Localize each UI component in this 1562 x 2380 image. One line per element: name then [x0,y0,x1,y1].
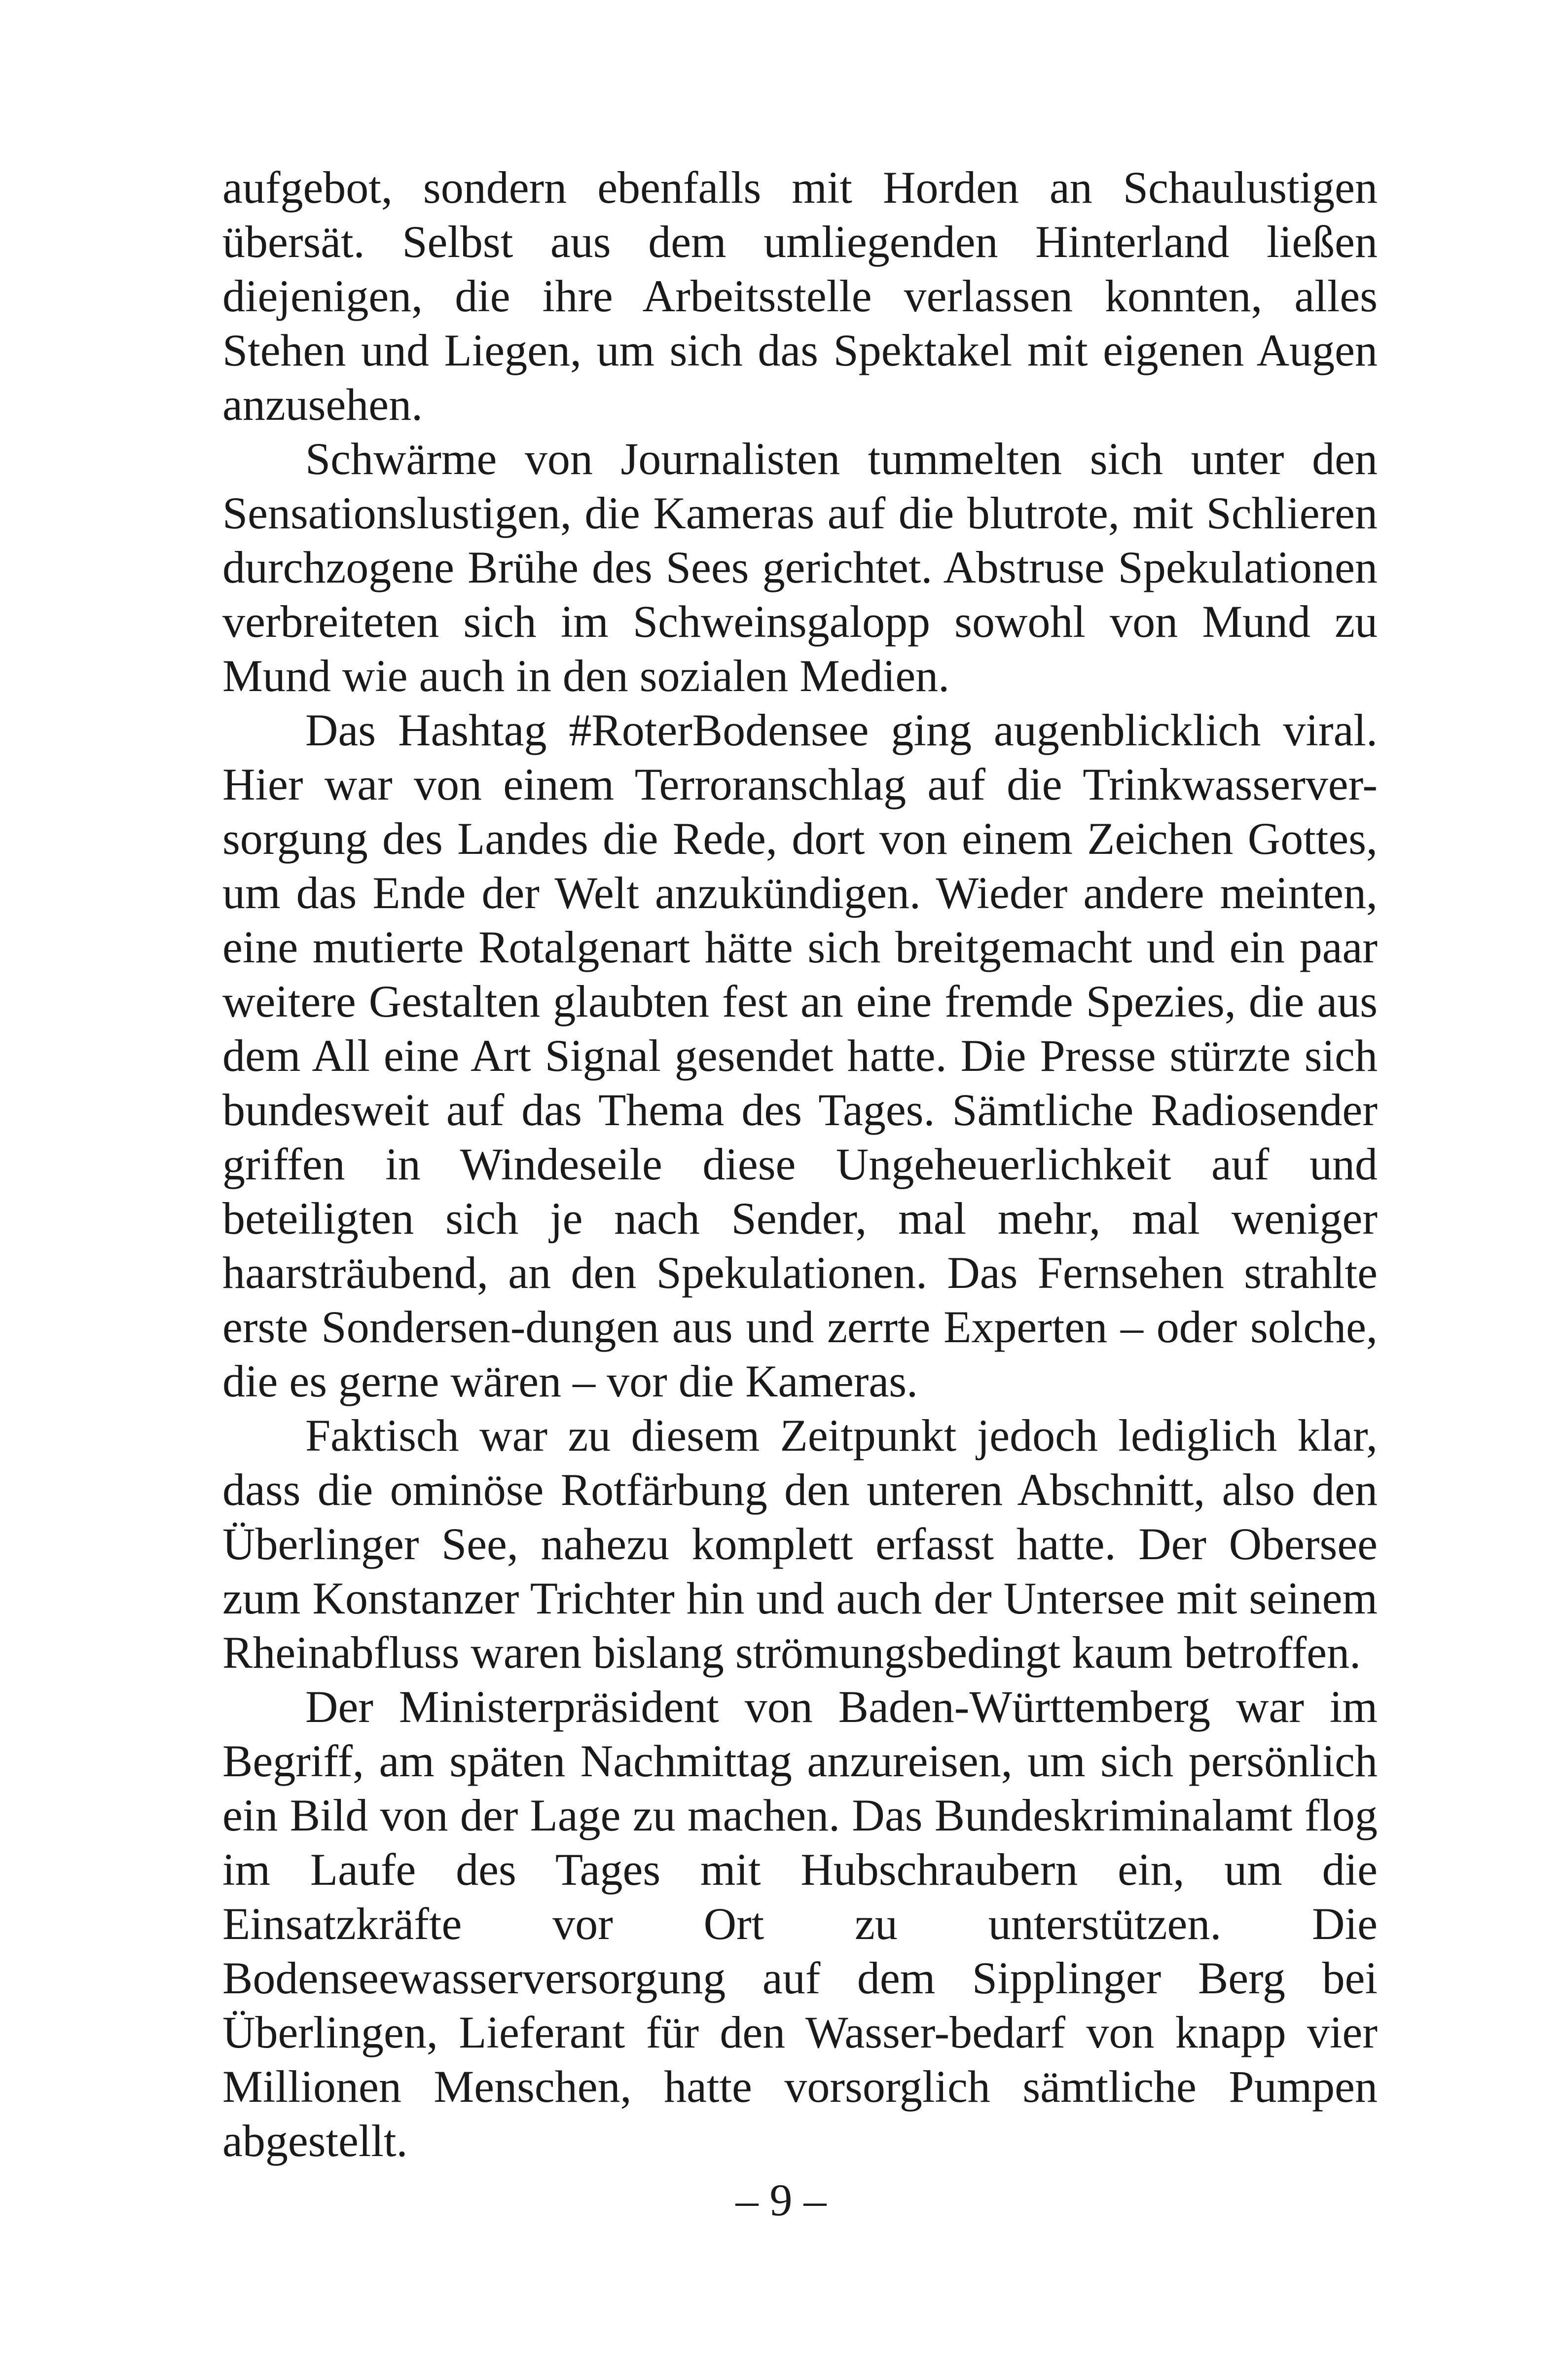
paragraph-2: Schwärme von Journalisten tummelten sich unter den Sensationslustigen, die Kameras auf die blutrote, mit Schlieren durchzogene Brühe des Sees gerichtet. Abstruse Spekulationen verbreiteten sich im Schweinsgalopp sowohl von Mund zu Mund wie auch in den sozialen Medien. [222,434,1378,701]
paragraph-1: aufgebot, sondern ebenfalls mit Horden an Schaulustigen übersät. Selbst aus dem umliegenden Hinterland ließen diejenigen, die ihre Arbeitsstelle verlassen konnten, alles Stehen und Liegen, um sich das Spektakel mit eigenen Augen anzusehen. [222,162,1378,430]
body-text [222,160,1378,2168]
paragraph-4: Faktisch war zu diesem Zeitpunkt jedoch lediglich klar, dass die ominöse Rotfärbung den unteren Abschnitt, also den Überlinger See, nahezu komplett erfasst hatte. Der Obersee zum Konstanzer Trichter hin und auch der Untersee mit seinem Rheinabfluss waren bislang strömungsbedingt kaum betroffen. [222,1410,1378,1678]
page-number: – 9 – [735,2175,827,2225]
paragraph-3: Das Hashtag #RoterBodensee ging augenblicklich viral. Hier war von einem Terroranschlag auf die Trinkwasserver-sorgung des Landes die Rede, dort von einem Zeichen Gottes, um das Ende der Welt anzukündigen. Wieder andere meinten, eine mutierte Rotalgenart hätte sich breitgemacht und ein paar weitere Gestalten glaubten fest an eine fremde Spezies, die aus dem All eine Art Signal gesendet hatte. Die Presse stürzte sich bundesweit auf das Thema des Tages. Sämtliche Radiosender griffen in Windeseile diese Ungeheuerlichkeit auf und beteiligten sich je nach Sender, mal mehr, mal weniger haarsträubend, an den Spekulationen. Das Fernsehen strahlte erste Sondersen-dungen aus und zerrte Experten – oder solche, die es gerne wären – vor die Kameras. [222,705,1378,1406]
paragraph-5: Der Ministerpräsident von Baden-Württemberg war im Begriff, am späten Nachmittag anzureisen, um sich persönlich ein Bild von der Lage zu machen. Das Bundeskriminalamt flog im Laufe des Tages mit Hubschraubern ein, um die Einsatzkräfte vor Ort zu unterstützen. Die Bodenseewasserversorgung auf dem Sipplinger Berg bei Überlingen, Lieferant für den Wasser-bedarf von knapp vier Millionen Menschen, hatte vorsorglich sämtliche Pumpen abgestellt. [222,1682,1378,2166]
